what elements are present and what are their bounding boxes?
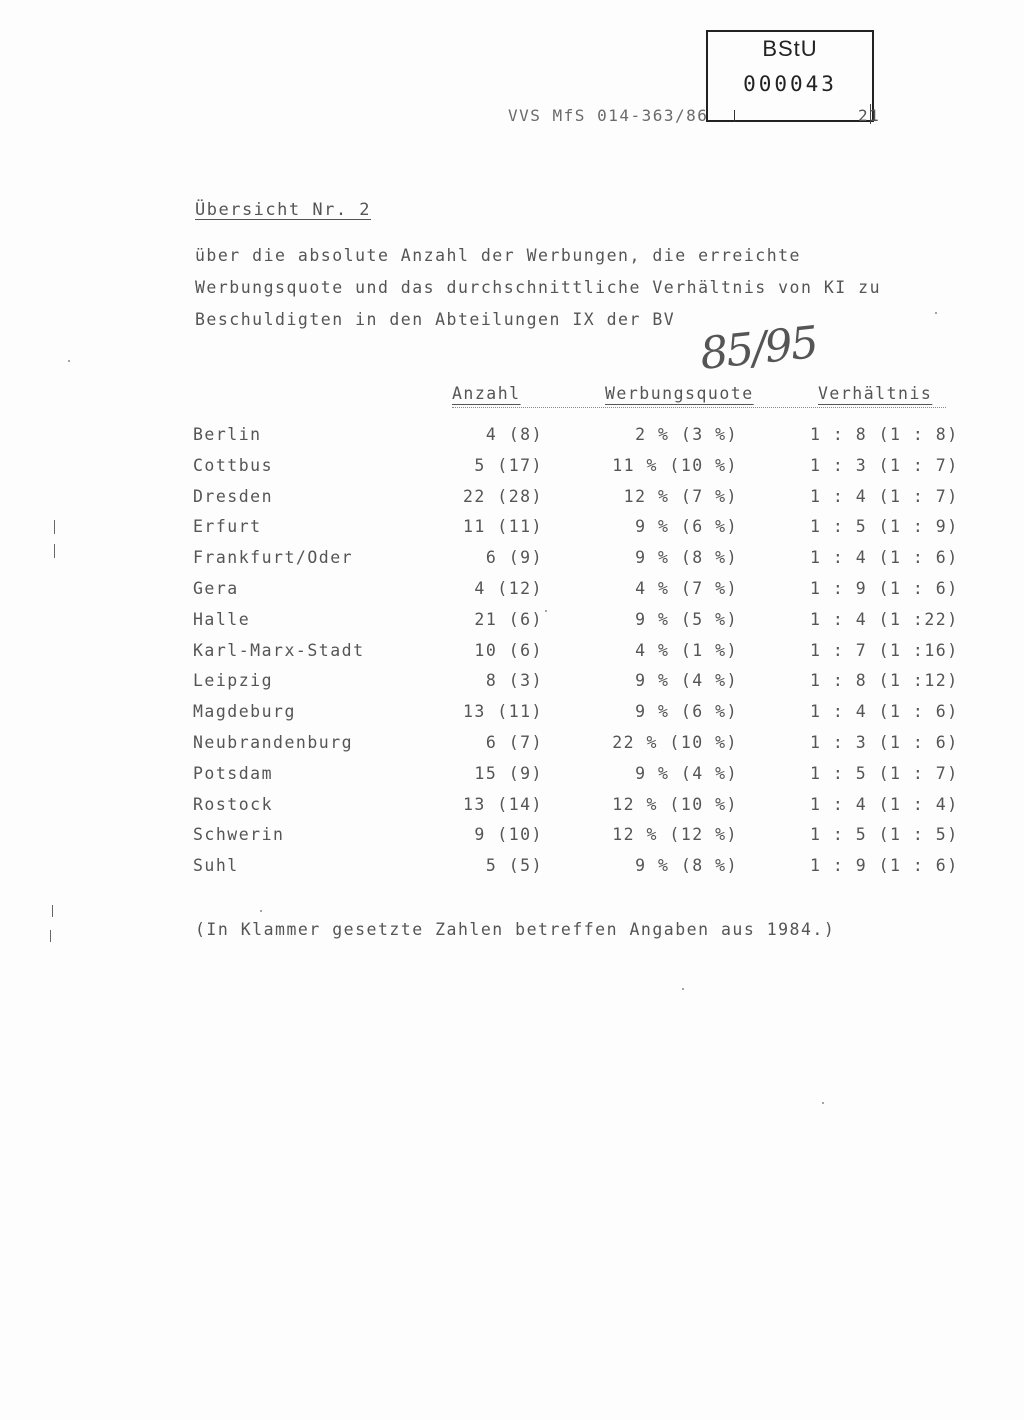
row-city: Gera — [193, 578, 239, 598]
row-quota: 9 % (8 %) — [635, 548, 738, 568]
row-ratio: 1 : 4 (1 : 6) — [810, 548, 959, 568]
table-row — [193, 825, 993, 856]
row-quota: 22 % (10 %) — [612, 732, 738, 752]
row-ratio: 1 : 8 (1 : 8) — [810, 425, 959, 444]
row-count: 10 (6) — [474, 640, 543, 660]
row-quota: 9 % (8 %) — [635, 856, 738, 876]
table-row — [193, 548, 993, 579]
row-ratio: 1 : 4 (1 :22) — [810, 609, 959, 629]
margin-mark — [52, 905, 53, 917]
scan-speck — [682, 988, 684, 990]
table-row — [193, 733, 993, 764]
row-count: 6 (9) — [485, 548, 543, 568]
archive-stamp — [706, 30, 874, 122]
scan-speck — [68, 360, 70, 362]
footnote: (In Klammer gesetzte Zahlen betreffen Angaben aus 1984.) — [195, 920, 836, 939]
table-row — [193, 702, 993, 733]
table-row — [193, 795, 993, 826]
page-title: Übersicht Nr. 2 — [195, 200, 372, 220]
row-city: Suhl — [193, 856, 239, 876]
margin-mark — [54, 544, 55, 558]
row-ratio: 1 : 3 (1 : 6) — [810, 732, 959, 752]
row-count: 9 (10) — [474, 825, 543, 845]
column-header-ratio: Verhältnis — [818, 384, 933, 403]
row-count: 5 (5) — [485, 856, 543, 876]
intro-text: über die absolute Anzahl der Werbungen, die erreichte Werbungsquote und das durchschnittliche Verhältnis von KI zu Beschuldigten in den Abteilungen IX der BV — [195, 246, 882, 329]
handwritten-note: 85/95 — [697, 317, 820, 380]
scan-speck — [545, 610, 547, 612]
row-quota: 12 % (7 %) — [623, 486, 738, 506]
stamp-number: 000043 — [743, 72, 837, 96]
row-ratio: 1 : 4 (1 : 7) — [810, 486, 959, 506]
header-dotted-line — [452, 407, 946, 408]
row-city: Cottbus — [193, 455, 274, 475]
row-quota: 4 % (7 %) — [635, 578, 738, 598]
table-row — [193, 517, 993, 548]
row-ratio: 1 : 8 (1 :12) — [810, 671, 959, 691]
row-count: 4 (12) — [474, 578, 543, 598]
row-ratio: 1 : 4 (1 : 6) — [810, 702, 959, 722]
row-count: 13 (11) — [462, 702, 543, 722]
table-row — [193, 425, 993, 456]
row-city: Schwerin — [193, 825, 285, 845]
row-quota: 12 % (12 %) — [612, 825, 738, 845]
row-city: Rostock — [193, 794, 274, 814]
column-header-quota: Werbungsquote — [605, 384, 754, 403]
row-city: Dresden — [193, 486, 274, 506]
row-city: Frankfurt/Oder — [193, 548, 354, 568]
row-city: Neubrandenburg — [193, 732, 354, 752]
row-city: Potsdam — [193, 763, 274, 783]
stamp-divider — [708, 110, 735, 122]
column-header-count: Anzahl — [452, 384, 521, 403]
page-number: 21 — [858, 106, 881, 125]
row-city: Karl-Marx-Stadt — [193, 640, 365, 660]
row-count: 22 (28) — [462, 486, 543, 506]
table-row — [193, 610, 993, 641]
row-city: Berlin — [193, 425, 262, 444]
row-count: 4 (8) — [485, 425, 543, 444]
row-quota: 9 % (6 %) — [635, 517, 738, 537]
margin-mark — [54, 520, 55, 534]
row-ratio: 1 : 5 (1 : 5) — [810, 825, 959, 845]
row-quota: 2 % (3 %) — [635, 425, 738, 444]
row-count: 8 (3) — [485, 671, 543, 691]
table-row — [193, 487, 993, 518]
row-ratio: 1 : 9 (1 : 6) — [810, 856, 959, 876]
row-quota: 12 % (10 %) — [612, 794, 738, 814]
row-quota: 9 % (4 %) — [635, 763, 738, 783]
row-quota: 9 % (6 %) — [635, 702, 738, 722]
row-city: Halle — [193, 609, 251, 629]
table-row — [193, 579, 993, 610]
row-city: Leipzig — [193, 671, 274, 691]
row-ratio: 1 : 3 (1 : 7) — [810, 455, 959, 475]
margin-mark — [50, 930, 51, 942]
table-row — [193, 456, 993, 487]
row-ratio: 1 : 7 (1 :16) — [810, 640, 959, 660]
row-quota: 9 % (4 %) — [635, 671, 738, 691]
row-count: 15 (9) — [474, 763, 543, 783]
row-quota: 4 % (1 %) — [635, 640, 738, 660]
row-ratio: 1 : 4 (1 : 4) — [810, 794, 959, 814]
table-row — [193, 764, 993, 795]
document-reference: VVS MfS 014-363/86 — [508, 106, 709, 125]
scan-speck — [260, 910, 262, 912]
row-count: 13 (14) — [462, 794, 543, 814]
row-count: 6 (7) — [485, 732, 543, 752]
stamp-archive-label: BStU — [762, 36, 818, 61]
scan-speck — [935, 312, 937, 314]
scan-speck — [822, 1102, 824, 1104]
row-ratio: 1 : 5 (1 : 9) — [810, 517, 959, 537]
row-city: Magdeburg — [193, 702, 296, 722]
row-count: 11 (11) — [462, 517, 543, 537]
row-ratio: 1 : 9 (1 : 6) — [810, 578, 959, 598]
table-row — [193, 641, 993, 672]
table-row — [193, 671, 993, 702]
row-count: 5 (17) — [474, 455, 543, 475]
row-ratio: 1 : 5 (1 : 7) — [810, 763, 959, 783]
table-row — [193, 856, 993, 887]
row-count: 21 (6) — [474, 609, 543, 629]
row-quota: 9 % (5 %) — [635, 609, 738, 629]
statistics-table — [193, 425, 993, 887]
row-quota: 11 % (10 %) — [612, 455, 738, 475]
row-city: Erfurt — [193, 517, 262, 537]
